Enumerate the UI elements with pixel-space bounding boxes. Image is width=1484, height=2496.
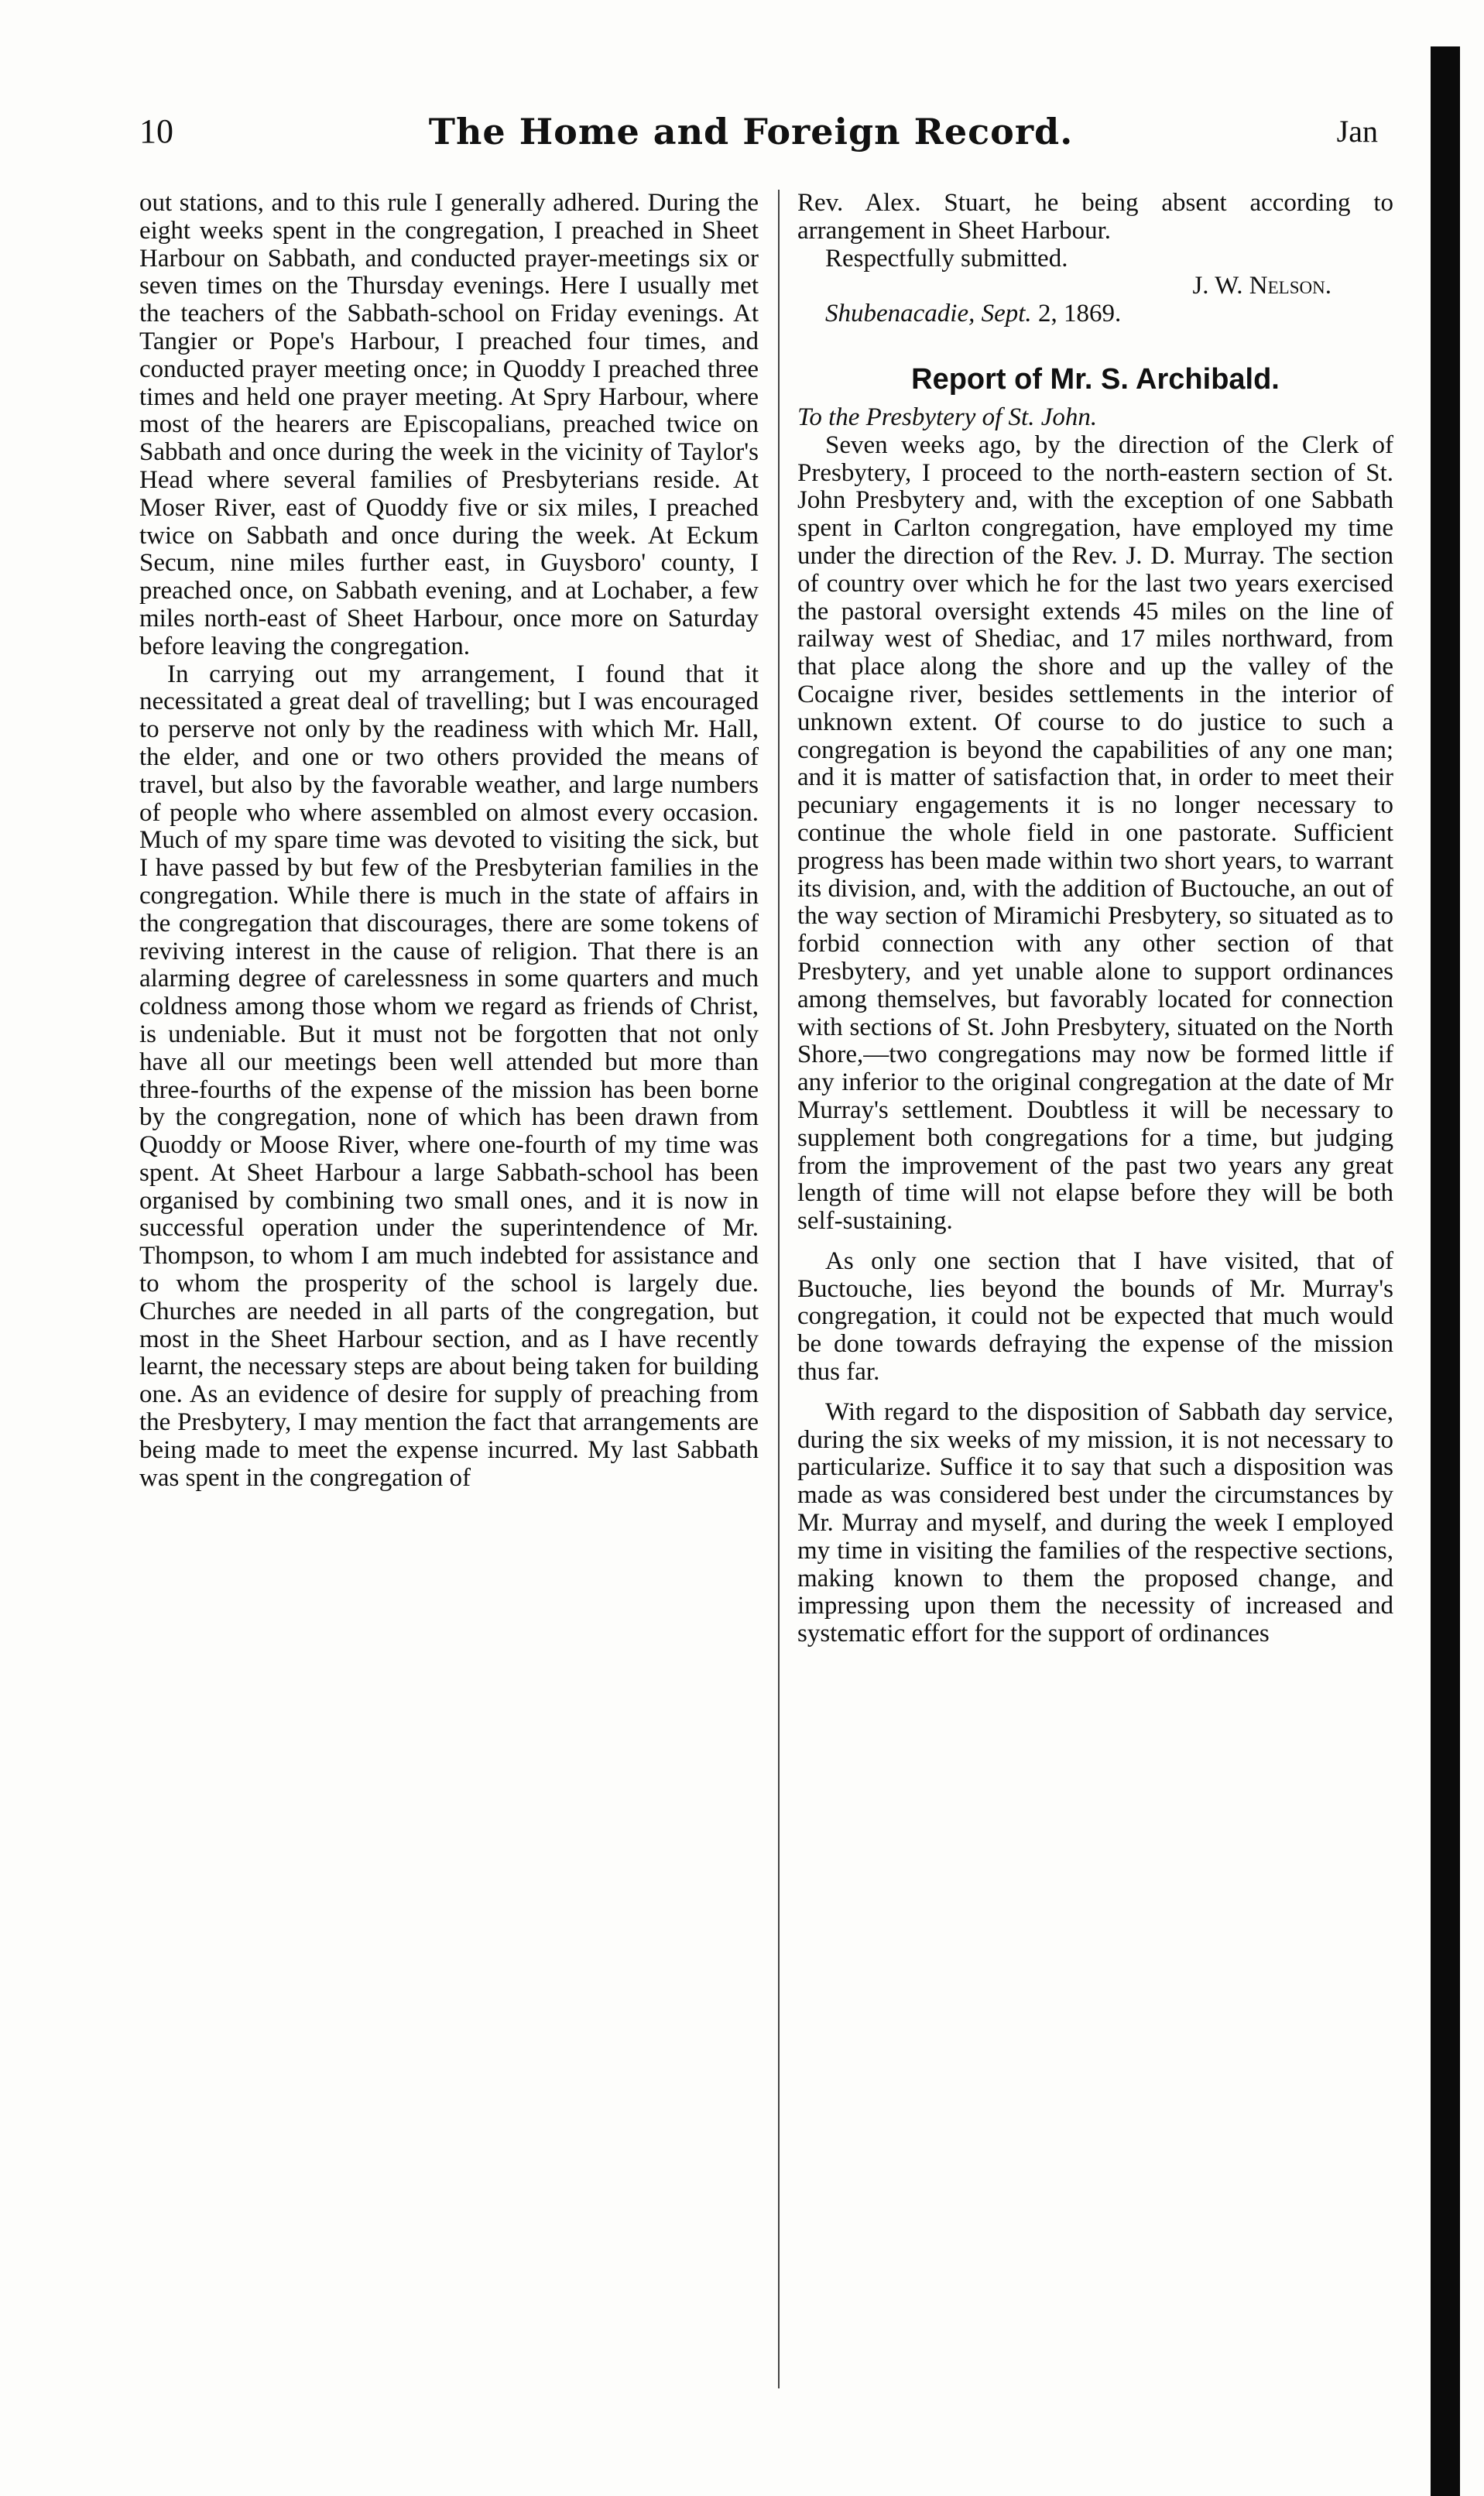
paragraph-continuation: Rev. Alex. Stuart, he being absent according to arrangement in Sheet Harbour.	[797, 189, 1393, 245]
page-number: 10	[139, 112, 173, 150]
running-month: Jan	[1336, 114, 1378, 149]
closing-line: Respectfully submitted.	[825, 244, 1068, 273]
paragraph: With regard to the disposition of Sabbath day service, during the six weeks of my mission, it is not necessary to particularize. Suffice it to say that such a disposition was made as was considered best under the circumstances by Mr. Murray and myself, and during the week I employed my time in visiting the families of the respective sections, making known to them the proposed change, and impressing upon them the necessity of increased and systematic effort for the support of ordinances	[797, 1397, 1393, 1648]
signature-place-date	[797, 300, 1393, 328]
paragraph: In carrying out my arrangement, I found that it necessitated a great deal of travelling; but I was encouraged to perserve not only by the readiness with which Mr. Hall, the elder, and one or two others provided the means of travel, but also by the favorable weather, and large numbers of people who where assembled on almost every occasion. Much of my spare time was devoted to visiting the sick, but I have passed by but few of the Presbyterian families in the congregation. While there is much in the state of affairs in the congregation that discourages, there are some tokens of reviving interest in the cause of religion. That there is an alarming degree of carelessness in some quarters and much coldness among those whom we regard as friends of Christ, is undeniable. But it must not be forgotten that not only have all our meetings been well attended but more than three-fourths of the expense of the mission has been borne by the congregation, none of which has been drawn from Quoddy or Moose River, where one-fourth of my time was spent. At Sheet Harbour a large Sabbath-school has been organised by combining two small ones, and it is now in successful operation under the superintendence of Mr. Thompson, to whom I am much indebted for assistance and to whom the prosperity of the school is largely due. Churches are needed in all parts of the congregation, but most in the Sheet Harbour section, and as I have recently learnt, the necessary steps are about being taken for building one. As an evidence of desire for supply of preaching from the Presbytery, I may mention the fact that arrangements are being made to meet the expense incurred. My last Sabbath was spent in the congregation of	[139, 660, 759, 1492]
running-title: The Home and Foreign Record.	[428, 111, 1074, 153]
signature-date: 2, 1869.	[1037, 300, 1122, 328]
paragraph: out stations, and to this rule I generally adhered. During the eight weeks spent in the congregation, I preached in Sheet Harbour on Sabbath, and conducted prayer-meetings six or seven times on the Thursday evenings. Here I usually met the teachers of the Sabbath-school on Friday evenings. At Tangier or Pope's Harbour, I preached four times, and conducted prayer meeting once; in Quoddy I preached three times and held one prayer meeting. At Spry Harbour, where most of the hearers are Episcopalians, preached twice on Sabbath and once during the week in the vicinity of Taylor's Head where several families of Presbyterians reside. At Moser River, east of Quoddy five or six miles, I preached twice on Sabbath and once during the week. At Eckum Secum, nine miles further east, in Guysboro' county, I preached once, on Sabbath evening, and at Lochaber, a few miles north-east of Sheet Harbour, once more on Saturday before leaving the congregation.	[139, 189, 759, 660]
paragraph-gap	[797, 1387, 1393, 1399]
left-column	[139, 190, 759, 1492]
section-title: Report of Mr. S. Archibald.	[911, 362, 1280, 396]
paragraph-gap	[797, 1236, 1393, 1248]
signature-place: Shubenacadie, Sept.	[825, 300, 1032, 328]
column-divider	[778, 190, 780, 2388]
right-column	[797, 190, 1393, 1648]
paragraph: Seven weeks ago, by the direction of the Clerk of Presbytery, I proceed to the north-eastern section of St. John Presbytery and, with the exception of one Sabbath spent in Carlton congregation, have employed my time under the direction of the Rev. J. D. Murray. The section of country over which he for the last two years exercised the pastoral oversight extends 45 miles on the line of railway west of Shediac, and 17 miles northward, from that place along the shore and up the valley of the Cocaigne river, besides settlements in the interior of unknown extent. Of course to do justice to such a congregation is beyond the capabilities of any one man; and it is matter of satisfaction that, in order to meet their pecuniary engagements it is no longer necessary to continue the whole field in one pastorate. Sufficient progress has been made within two short years, to warrant its division, and, with the addition of Buctouche, an out of the way section of Miramichi Presbytery, so situated as to forbid connection with any other section of that Presbytery, and yet unable alone to support ordinances among themselves, but favorably located for connection with sections of St. John Presbytery, situated on the North Shore,—two congregations may now be formed little if any inferior to the original congregation at the date of Mr Murray's settlement. Doubtless it will be necessary to supplement both congregations for a time, but judging from the improvement of the past two years any great length of time will not elapse before they will be both self-sustaining.	[797, 430, 1393, 1236]
signature-name: J. W. Nelson.	[1192, 272, 1331, 300]
salutation: To the Presbytery of St. John.	[797, 403, 1098, 431]
paragraph: As only one section that I have visited, that of Buctouche, lies beyond the bounds of Mr. Murray's congregation, it could not be expected that much would be done towards defraying the expense of the mission thus far.	[797, 1246, 1393, 1387]
page-header	[108, 108, 1393, 170]
scan-edge-shadow	[1431, 46, 1460, 2496]
